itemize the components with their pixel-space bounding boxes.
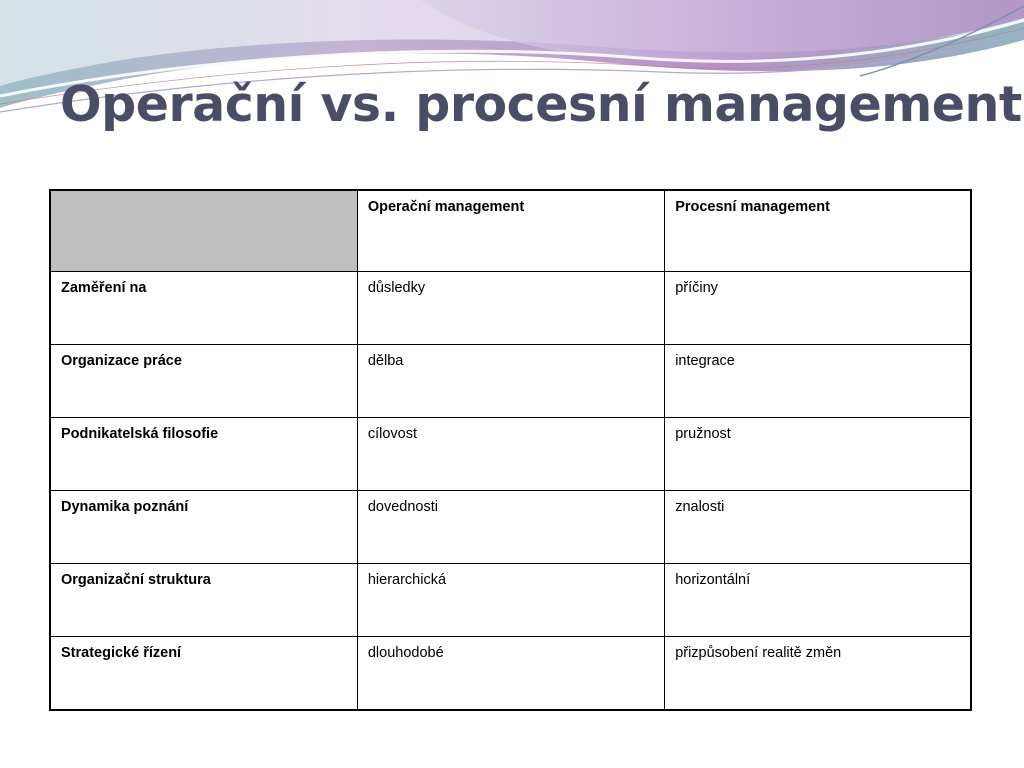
table-header-row: [50, 190, 971, 272]
row-label: Strategické řízení: [50, 637, 357, 711]
row-label: Dynamika poznání: [50, 491, 357, 564]
header-operacni-management: Operační management: [357, 190, 664, 272]
cell-procesni: horizontální: [665, 564, 971, 637]
cell-operacni: cílovost: [357, 418, 664, 491]
comparison-table: [49, 189, 972, 711]
cell-operacni: dělba: [357, 345, 664, 418]
cell-operacni: důsledky: [357, 272, 664, 345]
cell-procesni: příčiny: [665, 272, 971, 345]
slide-title: Operační vs. procesní management: [60, 76, 1022, 133]
cell-operacni: dlouhodobé: [357, 637, 664, 711]
table-row: [50, 418, 971, 491]
cell-procesni: přizpůsobení realitě změn: [665, 637, 971, 711]
cell-operacni: hierarchická: [357, 564, 664, 637]
table-row: [50, 637, 971, 711]
row-label: Zaměření na: [50, 272, 357, 345]
cell-procesni: integrace: [665, 345, 971, 418]
cell-procesni: pružnost: [665, 418, 971, 491]
cell-operacni: dovednosti: [357, 491, 664, 564]
table-row: [50, 564, 971, 637]
header-procesni-management: Procesní management: [665, 190, 971, 272]
table-row: [50, 272, 971, 345]
row-label: Organizační struktura: [50, 564, 357, 637]
row-label: Organizace práce: [50, 345, 357, 418]
cell-procesni: znalosti: [665, 491, 971, 564]
row-label: Podnikatelská filosofie: [50, 418, 357, 491]
header-corner-cell: [50, 190, 357, 272]
table-row: [50, 491, 971, 564]
table-row: [50, 345, 971, 418]
